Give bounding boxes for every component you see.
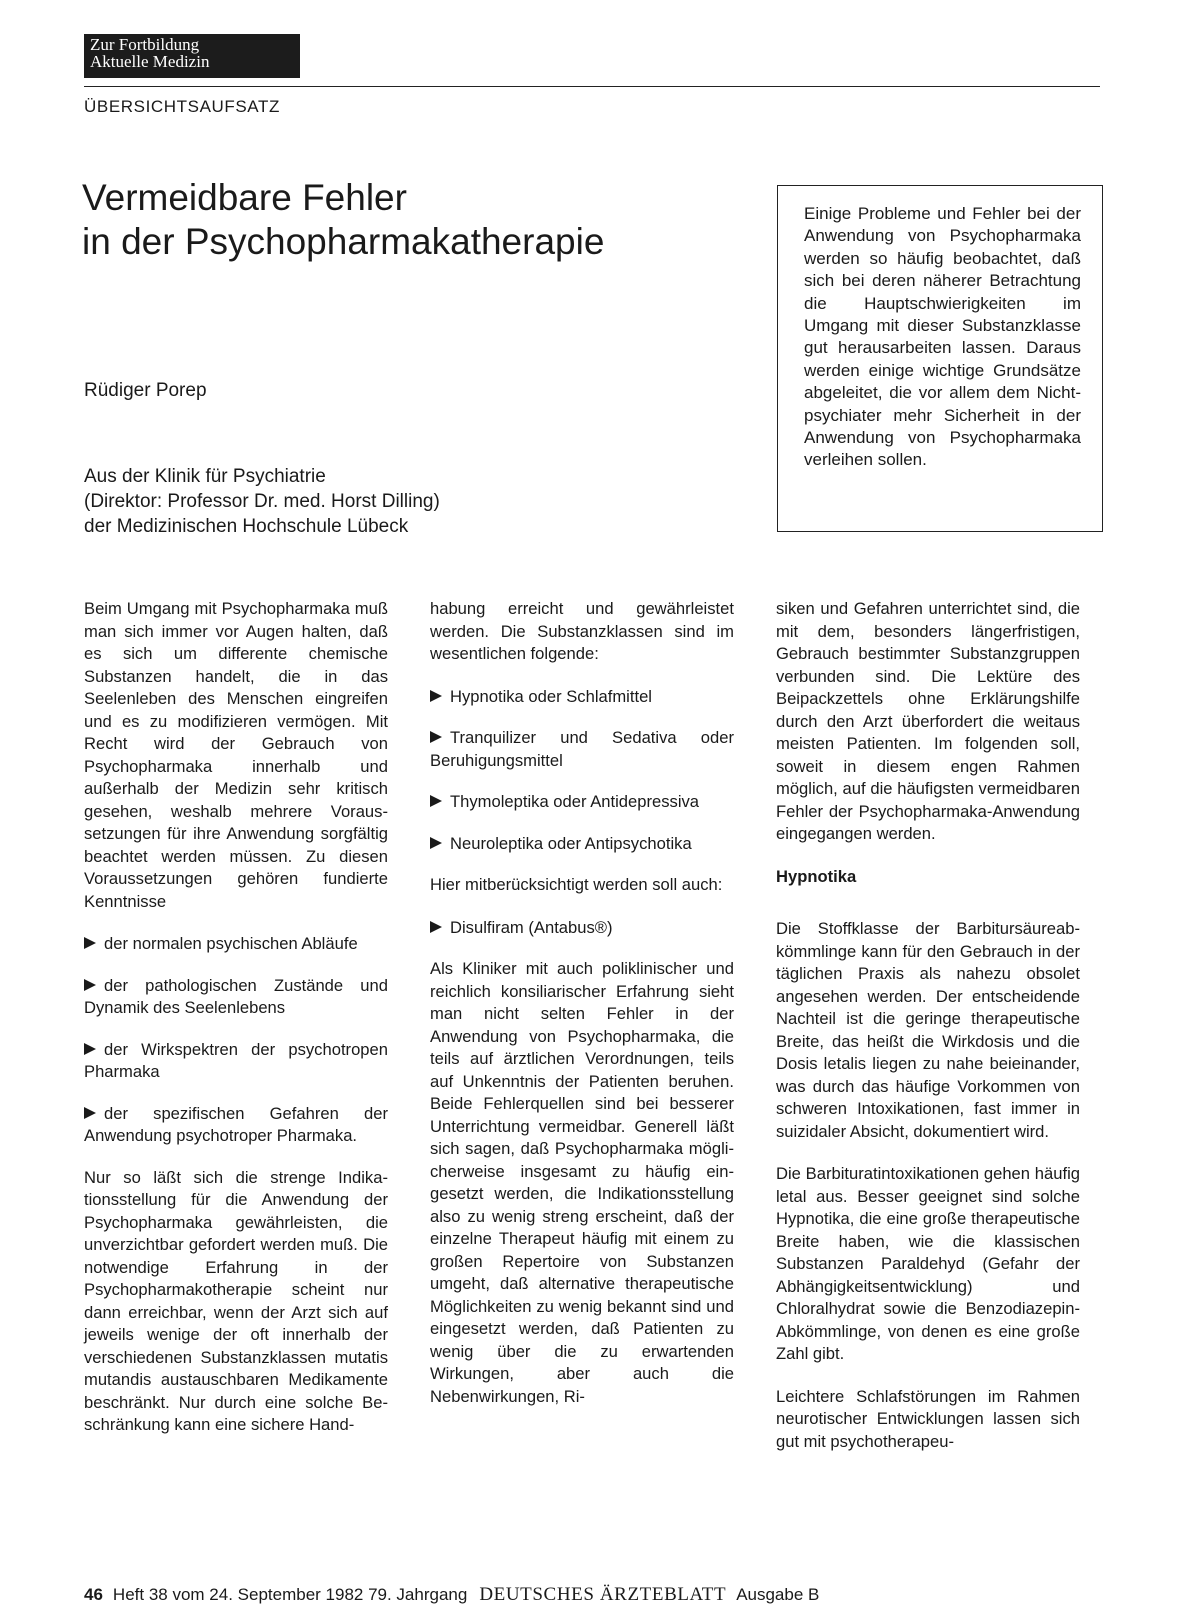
- affiliation-line-1: Aus der Klinik für Psychiatrie: [84, 466, 326, 487]
- text-column-3: [776, 598, 1080, 1473]
- title-line-1: Vermeidbare Fehler: [82, 177, 407, 218]
- paragraph: Nur so läßt sich die strenge Indikationsstellung für die Anwendung der Psychopharmaka gewährleisten, die unverzichtbar gefordert werden muß. Die notwendige Erfahrung in der Psychopharmakotherapie scheint nur dann erreichbar, wenn der Arzt sich auf jeweils wenige der oft innerhalb der verschiedenen Substanzklassen mutatis mutandis austauschbaren Medikamente beschränkt. Nur durch eine solche Beschränkung kann eine sichere Hand-: [84, 1167, 388, 1434]
- affiliation: [84, 464, 440, 539]
- bullet-item: [430, 727, 734, 772]
- page-number: 46: [84, 1585, 103, 1604]
- badge-line-2: Aktuelle Medizin: [90, 52, 210, 71]
- bullet-text: Tranquilizer und Sedativa oder Beruhigungsmittel: [430, 728, 734, 770]
- triangle-bullet-icon: [84, 1107, 96, 1119]
- paragraph: Die Stoffklasse der Barbitursäureabkömmlinge kann für den Gebrauch in der täglichen Praxis als nahezu obsolet angesehen werden. Der entscheidende Nachteil ist die geringe therapeutische Breite, das heißt die Wirkdosis und die Dosis letalis liegen zu nahe beieinander, was durch das häufige Vorkommen von schweren Intoxikationen, fast immer in suizidaler Absicht, dokumentiert wird.: [776, 919, 1080, 1141]
- triangle-bullet-icon: [430, 837, 442, 849]
- triangle-bullet-icon: [430, 690, 442, 702]
- bullet-item: [84, 933, 388, 956]
- badge-line-1: Zur Fortbildung: [90, 35, 200, 54]
- triangle-bullet-icon: [430, 731, 442, 743]
- affiliation-line-2: (Direktor: Professor Dr. med. Horst Dilling): [84, 491, 440, 512]
- triangle-bullet-icon: [84, 979, 96, 991]
- abstract-box: Einige Probleme und Fehler bei der Anwendung von Psychopharmaka werden so häufig beobachtet, daß sich bei deren näherer Betrachtung die Hauptschwierigkeiten im Umgang mit dieser Substanzklasse gut herausarbeiten lassen. Daraus werden einige wichtige Grundsätze abgeleitet, die vor allem dem Nichtpsychiater mehr Sicherheit in der Anwendung von Psychopharmaka verleihen sollen.: [777, 185, 1103, 532]
- bullet-item: [430, 833, 734, 856]
- bullet-item: [84, 1039, 388, 1084]
- paragraph: Hier mitberücksichtigt werden soll auch:: [430, 875, 723, 894]
- triangle-bullet-icon: [84, 937, 96, 949]
- title-line-2: in der Psychopharmakatherapie: [82, 221, 605, 262]
- section-heading: Hypnotika: [776, 866, 857, 886]
- bullet-text: Thymoleptika oder Antidepressiva: [450, 792, 700, 811]
- paragraph: Leichtere Schlafstörungen im Rahmen neurotischer Entwicklungen lassen sich gut mit psychotherapeu-: [776, 1386, 1080, 1451]
- bullet-text: Hypnotika oder Schlafmittel: [450, 686, 652, 706]
- bullet-item: [430, 686, 734, 709]
- bullet-item: [84, 1103, 388, 1148]
- article-title: [82, 176, 722, 264]
- paragraph: habung erreicht und gewährleistet werden. Die Substanzklassen sind im wesentlichen folgende:: [430, 599, 734, 663]
- paragraph: Als Kliniker mit auch poliklinischer und reichlich konsiliarischer Erfahrung sieht man nicht selten Fehler in der Anwendung von Psychopharmaka, die teils auf ärztlichen Verordnungen, teils auf Unkenntnis der Patienten beruhen. Beide Fehlerquellen sind bei besserer Unterrichtung vermeidbar. Generell läßt sich sagen, daß Psychopharmaka möglicherweise insgesamt zu häufig eingesetzt werden, die Indikationsstellung also zu wenig streng erscheint, daß der einzelne Therapeut häufig mit einem zu großen Repertoire von Substanzen umgeht, daß alternative therapeutische Möglichkeiten zu wenig bekannt sind und eingesetzt werden, daß Patienten zu wenig über die zu erwartenden Wirkungen, aber auch die Nebenwirkungen, Ri-: [430, 959, 734, 1406]
- bullet-text: Neuroleptika oder Antipsychotika: [450, 833, 692, 853]
- triangle-bullet-icon: [430, 921, 442, 933]
- bullet-text: der pathologischen Zustände und Dynamik des Seelenlebens: [84, 975, 388, 1017]
- text-column-2: [430, 598, 734, 1428]
- journal-masthead: DEUTSCHES ÄRZTEBLATT: [479, 1584, 727, 1605]
- bullet-text: der spezifischen Gefahren der Anwendung psychotroper Pharmaka.: [84, 1103, 388, 1145]
- triangle-bullet-icon: [84, 1043, 96, 1055]
- paragraph: Beim Umgang mit Psychopharmaka muß man sich immer vor Augen halten, daß es sich um differente chemische Substanzen handelt, die in das Seelenleben des Menschen eingreifen und es zu modifizieren vermögen. Mit Recht wird der Gebrauch von Psychopharmaka innerhalb und außerhalb der Medizin sehr kritisch gesehen, weshalb mehrere Voraussetzungen für ihre Anwendung sorgfältig beachtet werden müssen. Zu diesen Voraussetzungen gehören fundierte Kenntnisse: [84, 599, 388, 911]
- paragraph: Die Barbituratintoxikationen gehen häufig letal aus. Besser geeignet sind solche Hypnotika, die eine große therapeutische Breite haben, wie die klassischen Substanzen Paraldehyd (Gefahr der Abhängigkeitsentwicklung) und Chloralhydrat sowie die Benzodiazepin-Abkömmlinge, von denen es eine große Zahl gibt.: [776, 1164, 1080, 1363]
- bullet-text: der normalen psychischen Abläufe: [104, 934, 358, 953]
- author-name: Rüdiger Porep: [84, 380, 207, 401]
- bullet-item: [84, 975, 388, 1020]
- section-label: ÜBERSICHTSAUFSATZ: [84, 97, 280, 116]
- paragraph: siken und Gefahren unterrichtet sind, die mit dem, besonders längerfristigen, Gebrauch bestimmter Substanzgruppen verbunden sind. Die Lektüre des Beipackzettels ohne Erklärungshilfe durch den Arzt überfordert die weitaus meisten Patienten. Im folgenden soll, soweit in diesem engen Rahmen möglich, auf die häufigsten vermeidbaren Fehler der Psychopharmaka-Anwendung eingegangen werden.: [776, 599, 1080, 843]
- affiliation-line-3: der Medizinischen Hochschule Lübeck: [84, 516, 409, 537]
- bullet-item: [430, 917, 734, 940]
- bullet-text: der Wirkspektren der psychotropen Pharmaka: [84, 1039, 388, 1081]
- bullet-text: Disulfiram (Antabus®): [450, 917, 613, 937]
- issue-info: Heft 38 vom 24. September 1982 79. Jahrgang: [112, 1585, 468, 1604]
- edition-label: Ausgabe B: [736, 1585, 820, 1604]
- text-column-1: [84, 598, 388, 1457]
- triangle-bullet-icon: [430, 795, 442, 807]
- bullet-item: [430, 791, 734, 814]
- page-footer: [84, 1584, 819, 1606]
- header-rule: [84, 86, 1100, 87]
- section-badge: [84, 34, 300, 78]
